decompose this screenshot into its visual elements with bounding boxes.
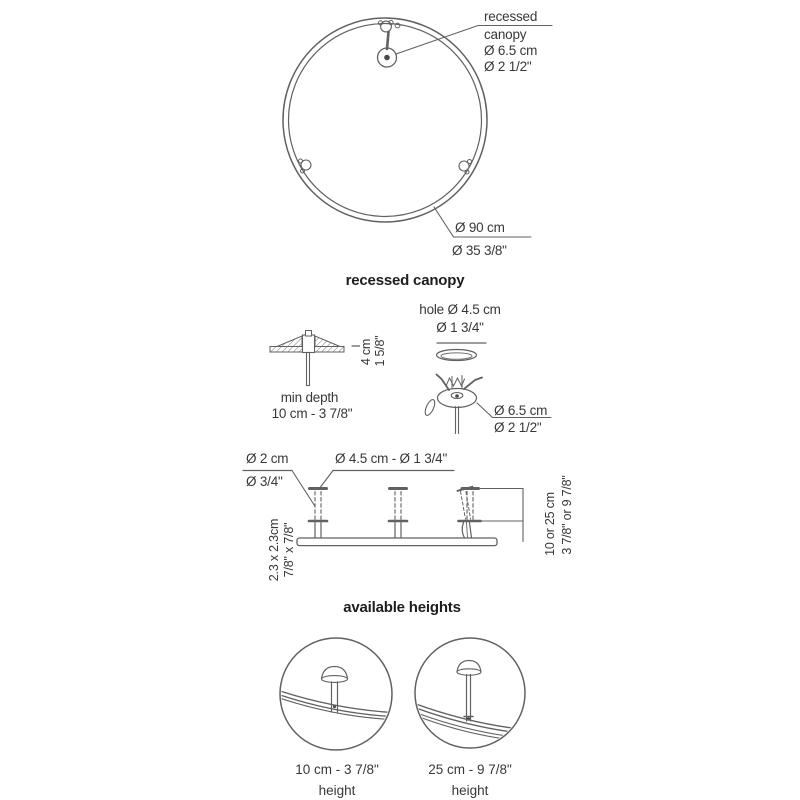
height-option-25cm-label: height [451, 783, 489, 798]
stem-height-imperial: 3 7/8" or 9 7/8" [559, 475, 574, 555]
canopy-dia-metric: Ø 6.5 cm [494, 403, 548, 418]
stem-height-metric: 10 or 25 cm [542, 492, 557, 556]
height-option-10cm-label: height [318, 783, 356, 798]
stem-hole-range: Ø 4.5 cm - Ø 1 3/4" [335, 451, 448, 466]
height-option-10cm [272, 759, 402, 800]
canopy-callout-line1: recessed [484, 9, 538, 24]
recess-depth-imperial: 1 5/8" [373, 335, 387, 367]
spring-clip-right [464, 378, 482, 390]
stem-right-adjustable [458, 487, 481, 538]
ring-diameter-metric: Ø 90 cm [455, 220, 505, 235]
recess-depth-metric: 4 cm [359, 338, 373, 366]
canopy-dia-imperial: Ø 2 1/2" [494, 420, 542, 435]
ring-diameter-imperial: Ø 35 3/8" [452, 243, 507, 258]
bar-size-imperial: 7/8" x 7/8" [281, 522, 296, 578]
height-option-10cm-value: 10 cm - 3 7/8" [295, 762, 379, 777]
canopy-side-section [270, 331, 360, 386]
height-option-25cm-value: 25 cm - 9 7/8" [428, 762, 512, 777]
bar-size-metric: 2.3 x 2.3cm [267, 518, 281, 582]
min-depth-value: 10 cm - 3 7/8" [271, 406, 353, 421]
stem-left [309, 489, 327, 539]
hole-dia-imperial: Ø 1 3/4" [436, 320, 484, 335]
min-depth-label: min depth [280, 390, 339, 405]
height-option-25cm [405, 759, 535, 800]
profile-bar [297, 538, 497, 546]
height-detail-10cm [280, 638, 392, 750]
height-detail-25cm [415, 638, 525, 748]
canopy-callout-line3: Ø 6.5 cm [484, 43, 538, 58]
stem-middle [389, 489, 407, 539]
canopy-callout-line2: canopy [484, 27, 527, 42]
section-heading-recessed-canopy: recessed canopy [345, 272, 465, 289]
top-mount-clip [378, 20, 400, 32]
stem-dia-metric: Ø 2 cm [246, 451, 289, 466]
canopy-callout-line4: Ø 2 1/2" [484, 59, 532, 74]
stem-dia-imperial: Ø 3/4" [246, 474, 283, 489]
wire-loop [423, 398, 436, 416]
section-heading-available-heights: available heights [343, 599, 461, 616]
height-dimension-bracket [479, 489, 523, 542]
hole-dia-metric: hole Ø 4.5 cm [419, 302, 501, 317]
